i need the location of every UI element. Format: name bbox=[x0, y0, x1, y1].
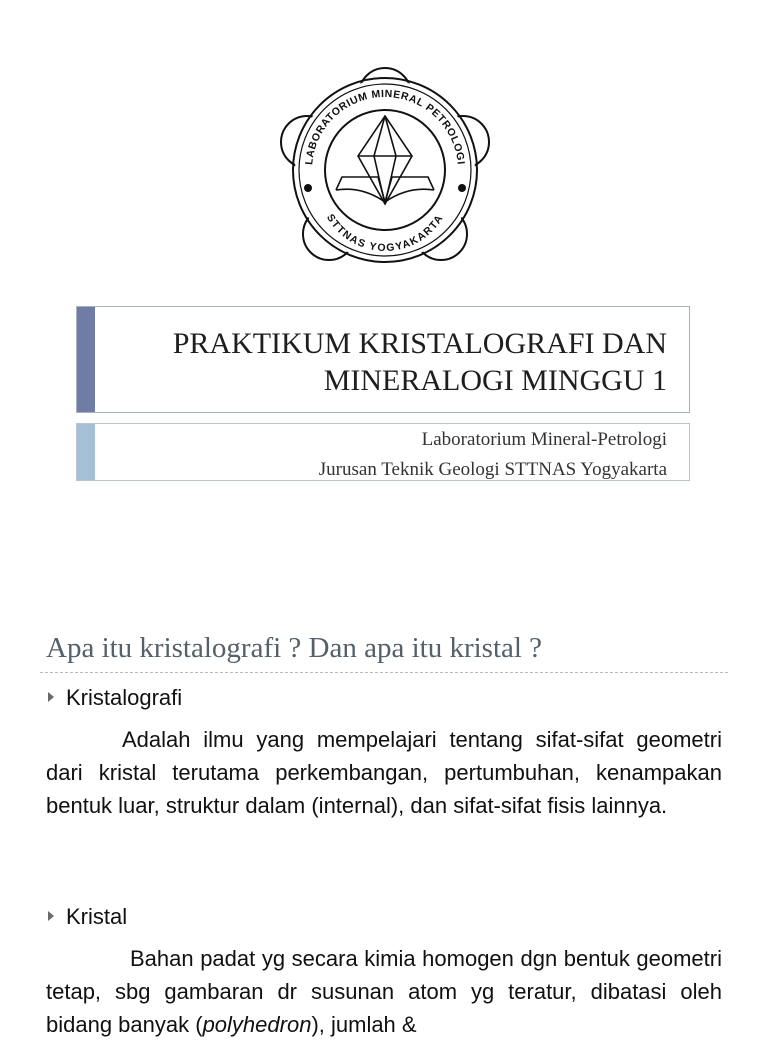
bullet-kristalografi bbox=[48, 685, 182, 711]
term-kristal: Kristal bbox=[66, 904, 128, 929]
slide-subtitle bbox=[319, 425, 667, 485]
slide-title bbox=[173, 325, 667, 399]
definition-kristal-after: ), jumlah & bbox=[311, 1012, 417, 1037]
subtitle-box bbox=[76, 423, 690, 481]
definition-kristalografi bbox=[46, 723, 722, 822]
bullet-triangle-icon bbox=[48, 692, 54, 702]
laboratory-seal-logo bbox=[278, 62, 492, 272]
bullet-triangle-icon bbox=[48, 911, 54, 921]
title-line-1: PRAKTIKUM KRISTALOGRAFI DAN bbox=[172, 327, 667, 360]
heading-divider bbox=[40, 672, 728, 673]
definition-kristalografi-text: Adalah ilmu yang mempelajari tentang sifat-sifat geometri dari kristal terutama perkembangan, pertumbuhan, kenampakan bentuk luar, struktur dalam (internal), dan sifat-sifat fisis lainnya. bbox=[46, 727, 722, 818]
definition-kristal-italic: polyhedron bbox=[202, 1012, 312, 1037]
subtitle-line-1: Laboratorium Mineral-Petrologi bbox=[421, 429, 667, 450]
subtitle-accent-bar bbox=[77, 424, 95, 480]
seal-text-bottom: STTNAS YOGYAKARTA bbox=[323, 212, 447, 255]
title-box bbox=[76, 306, 690, 413]
definition-kristal bbox=[46, 942, 722, 1041]
section-heading: Apa itu kristalografi ? Dan apa itu kristal ? bbox=[46, 632, 543, 664]
title-line-2: MINERALOGI MINGGU 1 bbox=[323, 364, 667, 397]
term-kristalografi: Kristalografi bbox=[66, 685, 183, 710]
title-accent-bar bbox=[77, 307, 95, 412]
seal-text-top: LABORATORIUM MINERAL PETROLOGI bbox=[303, 87, 467, 166]
subtitle-line-2: Jurusan Teknik Geologi STTNAS Yogyakarta bbox=[318, 459, 667, 480]
bullet-kristal bbox=[48, 904, 127, 930]
definition-kristal-text: Bahan padat yg secara kimia homogen dgn bentuk geometri tetap, sbg gambaran dr susunan atom yg teratur, dibatasi oleh bidang banyak ( bbox=[46, 946, 722, 1037]
